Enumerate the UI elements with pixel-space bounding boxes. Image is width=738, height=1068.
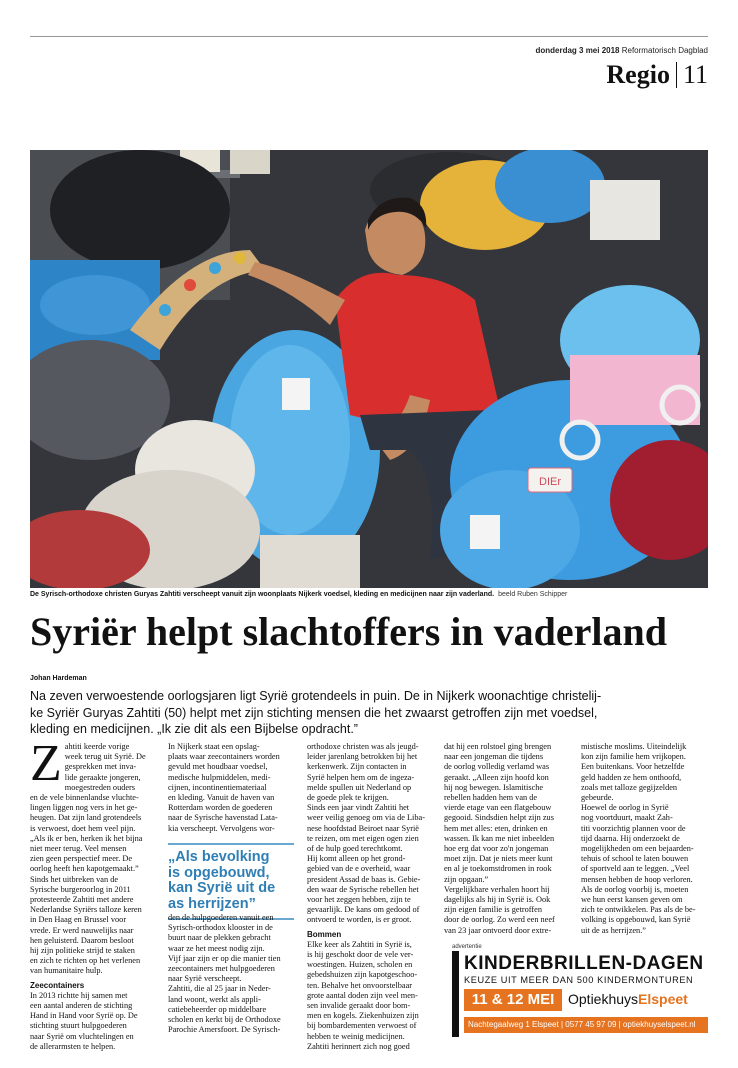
text-line: hem met alles: eten, drinken en [444, 823, 548, 833]
column-text [307, 742, 435, 926]
toy-dot-4 [234, 252, 246, 264]
text-line: Elke keer als Zahtiti in Syrië is, [307, 939, 412, 949]
text-line: moegestreden ouders [64, 782, 136, 792]
text-line: we hun eerst kansen geven om [581, 895, 683, 905]
column-text [581, 742, 709, 936]
text-line: de oorlog volledig verlamd was [444, 762, 550, 772]
text-line: de goede plek te krijgen. [307, 793, 389, 803]
section-name: Regio [606, 60, 670, 89]
byline: Johan Hardeman [30, 675, 87, 682]
column-text [30, 793, 158, 977]
text-line: en zich te richten op het verlenen [30, 956, 141, 966]
text-line: kan Syrië uit de [168, 880, 276, 896]
text-line: catiebeheerder op middelbare [168, 1004, 267, 1014]
text-line: of sportveld aan te leggen. „Veel [581, 864, 690, 874]
black-bags-left [50, 150, 230, 270]
text-line: gebedshuizen zijn kapotgeschoo- [307, 970, 418, 980]
text-line: tijd daarna. Hij onderzoekt de [581, 833, 680, 843]
text-line: en al je toekomstdromen in rook [444, 864, 552, 874]
text-line: orthodoxe christen was als jeugd- [307, 742, 419, 751]
text-line: medische hulpmiddelen, medi- [168, 772, 271, 782]
text-line: gevuld met houdbaar voedsel, [168, 762, 268, 772]
text-line: buurt naar de plekken gebracht [168, 933, 271, 943]
text-line: woestingen. Huizen, scholen en [307, 960, 413, 970]
toy-dot-1 [159, 304, 171, 316]
ad-brand-logo [568, 991, 688, 1007]
text-line: plaats waar zeecontainers worden [168, 752, 280, 762]
text-line: zijn eigen familie is getroffen [444, 905, 542, 915]
text-line: week terug uit Syrië. De [64, 752, 146, 762]
text-line: mistische moslims. Uiteindelijk [581, 742, 687, 751]
text-line: nese hoofdstad Beiroet naar Syrië [307, 823, 419, 833]
text-line: heugen. Dat zijn land grotendeels [30, 813, 142, 823]
text-line: zeecontainers met hulpgoederen [168, 964, 275, 974]
text-line: Hij komt alleen op het grond- [307, 854, 406, 864]
article-column-2 [168, 742, 296, 834]
text-line: van humanitaire hulp. [30, 966, 103, 976]
article-column-4 [444, 742, 572, 936]
text-line: hebben te weinig medicijnen. [307, 1031, 405, 1041]
text-line: In 2013 richtte hij samen met [30, 990, 128, 1000]
ad-subtitle: KEUZE UIT MEER DAN 500 KINDERMONTUREN [464, 975, 694, 985]
text-line: dagelijks als hij in Syrië is. Ook [444, 895, 551, 905]
text-line: melde spullen uit Nederland op [307, 782, 412, 792]
text-line: kerkenwerk. Zijn contacten in [307, 762, 407, 772]
text-line: uit de as herrijzen.” [581, 925, 646, 935]
text-line: hij zijn politieke strijd te staken [30, 946, 135, 956]
white-box [590, 180, 660, 240]
text-line: weer veilig genoeg om via de Liba- [307, 813, 425, 823]
blue-bag-top [495, 150, 605, 223]
text-line: en de vele binnenlandse vluchte- [30, 793, 139, 803]
text-line: kia verscheept. Vervolgens wor- [168, 823, 275, 833]
text-line: In Nijkerk staat een opslag- [168, 742, 260, 751]
text-line: naar Syrië om vluchtelingen en [30, 1031, 134, 1041]
text-line: wassen. Ik kan me niet inbeelden [444, 833, 555, 843]
dateline [535, 46, 708, 55]
photo-illustration [30, 150, 708, 588]
text-line: naar een jongeman die tijdens [444, 752, 544, 762]
drop-cap: Z [30, 735, 62, 792]
page-number: 11 [682, 60, 708, 89]
text-line: nog voortduurt, maakt Zah- [581, 813, 673, 823]
text-line: hoe erg dat voor zo'n jongeman [444, 844, 549, 854]
lead-line: Na zeven verwoestende oorlogsjaren ligt Syrië grotendeels in puin. De in Nijkerk woonachtige christelij- [30, 689, 602, 703]
text-line: is verwoest, doet hem veel pijn. [30, 823, 136, 833]
text-line: door de oorlog. Zo werd een neef [444, 915, 555, 925]
text-line: men en kogels. Ziekenhuizen zijn [307, 1011, 419, 1021]
text-line: as herrijzen” [168, 895, 256, 912]
text-line: „Als bevolking [168, 849, 270, 865]
text-line: geraakt. „Alleen zijn hoofd kon [444, 772, 549, 782]
text-line: van 23 jaar ontvoerd door extre- [444, 925, 552, 935]
article-column-1 [30, 735, 158, 1052]
text-line: stichting stuurt hulpgoederen [30, 1021, 127, 1031]
text-line: hij nog bewegen. Islamitische [444, 782, 544, 792]
issue-date: donderdag 3 mei 2018 [535, 46, 620, 55]
text-line: Hoewel de oorlog in Syrië [581, 803, 669, 813]
text-line: Syrische burgeroorlog in 2011 [30, 884, 131, 894]
box-shape [230, 150, 270, 174]
headline: Syriër helpt slachtoffers in vaderland [30, 609, 668, 654]
text-line: voor het zeggen hebben, zijn te [307, 895, 411, 905]
text-line: Zahtiti, die al 25 jaar in Neder- [168, 984, 271, 994]
article-column-2-continued [168, 913, 296, 1035]
header-rule [30, 36, 708, 37]
text-line: Als de oorlog voorbij is, moeten [581, 884, 689, 894]
text-line: hen geluisterd. Daarom besloot [30, 935, 134, 945]
text-line: Zahtiti herinnert zich nog goed [307, 1041, 410, 1051]
text-line: Nederlandse Syriërs talloze keren [30, 905, 142, 915]
ad-brand-b: Elspeet [638, 991, 688, 1007]
text-line: naar de Syrische havenstad Lata- [168, 813, 278, 823]
toy-dot-3 [209, 262, 221, 274]
text-line: Sinds een jaar vindt Zahtiti het [307, 803, 410, 813]
column-text [307, 940, 435, 1052]
text-line: niet meer terug. Veel mensen [30, 844, 127, 854]
section-separator [676, 62, 677, 88]
article-column-3 [307, 742, 435, 1052]
text-line: protesteerde Zahtiti met andere [30, 895, 134, 905]
pull-quote [168, 843, 294, 920]
lead-line: ke Syriër Guryas Zahtiti (50) helpt met zijn stichting mensen die het zwaarst getroffen zijn met voedsel, [30, 705, 598, 720]
article-column-5 [581, 742, 709, 936]
column-text [168, 742, 296, 834]
text-line: gebeurde. [581, 793, 614, 803]
text-line: scholen en kerkt bij de Orthodoxe [168, 1015, 281, 1025]
text-line: den waar de Syrische rebellen het [307, 884, 419, 894]
text-line: land woont, werkt als appli- [168, 994, 261, 1004]
pull-quote-text [168, 850, 294, 912]
advertisement[interactable] [452, 951, 708, 1037]
text-line: vierde etage van een flatgebouw [444, 803, 552, 813]
text-line: Syrisch-orthodox klooster in de [168, 923, 273, 933]
text-line: of de hulp goed terechtkomt. [307, 844, 403, 854]
article-photo [30, 150, 708, 588]
text-line: gevaarlijk. De kans om gedood of [307, 905, 420, 915]
text-line: tehuis of school te laten bouwen [581, 854, 689, 864]
ad-brand-a: Optiekhuys [568, 991, 639, 1007]
text-line: gesprekken met inva- [64, 762, 137, 772]
ad-dates: 11 & 12 MEI [464, 989, 562, 1011]
text-line: lide geraakte jongeren, [64, 772, 141, 782]
text-line: zien geen perspectief meer. De [30, 854, 133, 864]
text-line: president Assad de baas is. Gebie- [307, 874, 421, 884]
text-line: waar ze het meest nodig zijn. [168, 943, 265, 953]
text-line: een aantal anderen de stichting [30, 1001, 133, 1011]
text-line: Vergelijkbare verhalen hoort hij [444, 884, 550, 894]
ad-footer: Nachtegaalweg 1 Elspeet | 0577 45 97 09 | optiekhuyselspeet.nl [464, 1017, 708, 1033]
subheading-bommen: Bommen [307, 929, 342, 939]
ad-bar [452, 951, 459, 1037]
text-line: zijn opgaan.” [444, 874, 489, 884]
photo-caption [30, 591, 708, 598]
text-line: moet zijn. Dat je niets meer kunt [444, 854, 553, 864]
white-bag-bottom [260, 535, 360, 588]
newspaper-name: Reformatorisch Dagblad [621, 46, 708, 55]
ad-label: advertentie [452, 944, 482, 950]
text-line: leider jarenlang betrokken bij het [307, 752, 418, 762]
text-line: ontvoerd te worden, is er groot. [307, 915, 412, 925]
column-text [444, 742, 572, 936]
text-line: en kleding. Vanuit de haven van [168, 793, 275, 803]
bag-logo [282, 378, 310, 410]
text-line: „Als ik er ben, herken ik het bijna [30, 833, 143, 843]
text-line: zich te ontwikkelen. Pas als de be- [581, 905, 696, 915]
text-line: sen invalide geraakt door bom- [307, 1001, 411, 1011]
text-line: rebellen hadden hem van de [444, 793, 538, 803]
text-line: Parochie Amersfoort. De Syrisch- [168, 1025, 281, 1035]
text-line: volking is opgebouwd, kan Syrië [581, 915, 691, 925]
text-line: den de hulpgoederen vanuit een [168, 913, 274, 922]
text-line: vrede. Er werd nauwelijks naar [30, 925, 134, 935]
text-line: in Den Haag en Brussel voor [30, 915, 127, 925]
photo-credit: beeld Ruben Schipper [498, 591, 568, 598]
column-text [30, 991, 158, 1052]
text-line: Vijf jaar zijn er op die manier tien [168, 953, 281, 963]
text-line: de allerarmsten te helpen. [30, 1041, 116, 1051]
text-line: titi voorzichtig plannen voor de [581, 823, 686, 833]
subheading-zeecontainers: Zeecontainers [30, 980, 85, 990]
pink-stroller [570, 355, 700, 425]
text-line: Hand in Hand voor Syrië op. De [30, 1011, 138, 1021]
text-line: dat hij een rolstoel ging brengen [444, 742, 552, 751]
text-line: grote aantal doden zijn veel men- [307, 990, 418, 1000]
caption-text: De Syrisch-orthodoxe christen Guryas Zahtiti verscheept vanuit zijn woonplaats Nijkerk voedsel, kleding en medicijnen naar zijn vaderland. [30, 591, 495, 598]
text-line: Rotterdam worden de goederen [168, 803, 273, 813]
text-line: bij bombardementen verwoest of [307, 1021, 417, 1031]
bag-logo-2 [470, 515, 500, 549]
lead-paragraph [30, 688, 710, 738]
text-line: mogelijkheden om een bejaarden- [581, 844, 694, 854]
text-line: ahtiti keerde vorige [64, 742, 130, 751]
text-line: naar Syrië verscheept. [168, 974, 242, 984]
lead-line: kleding en medicijnen. „Ik zie dit als een Bijbelse opdracht.” [30, 722, 358, 736]
text-line: gegooid. Sindsdien helpt zijn zus [444, 813, 554, 823]
dier-label-text: DIEr [539, 476, 561, 488]
text-line: Syrië helpen hem om de ingeza- [307, 772, 415, 782]
text-line: cijnen, incontinentiemateriaal [168, 782, 267, 792]
text-line: zoals met talloze gegijzelden [581, 782, 678, 792]
ad-title: KINDERBRILLEN-DAGEN [464, 953, 704, 974]
toy-dot-2 [184, 279, 196, 291]
column-text [168, 913, 296, 1035]
text-line: kon zijn familie hem vrijkopen. [581, 752, 686, 762]
text-line: Sinds het uitbreken van de [30, 874, 119, 884]
text-line: mensen hebben de hoop verloren. [581, 874, 693, 884]
text-line: Een buitenkans. Voor hetzelfde [581, 762, 685, 772]
text-line: ten. Behalve het onvoorstelbaar [307, 980, 413, 990]
section-header [606, 60, 708, 90]
text-line: gebied van de e overheid, waar [307, 864, 411, 874]
text-line: is opgebouwd, [168, 864, 270, 881]
text-line: lingen liggen nog vers in het ge- [30, 803, 138, 813]
text-line: te reizen, om met eigen ogen zien [307, 833, 419, 843]
text-line: is hij geschokt door de vele ver- [307, 950, 414, 960]
text-line: geld hadden ze hem onthoofd, [581, 772, 682, 782]
text-line: oorlog heeft hen kapotgemaakt.” [30, 864, 139, 874]
